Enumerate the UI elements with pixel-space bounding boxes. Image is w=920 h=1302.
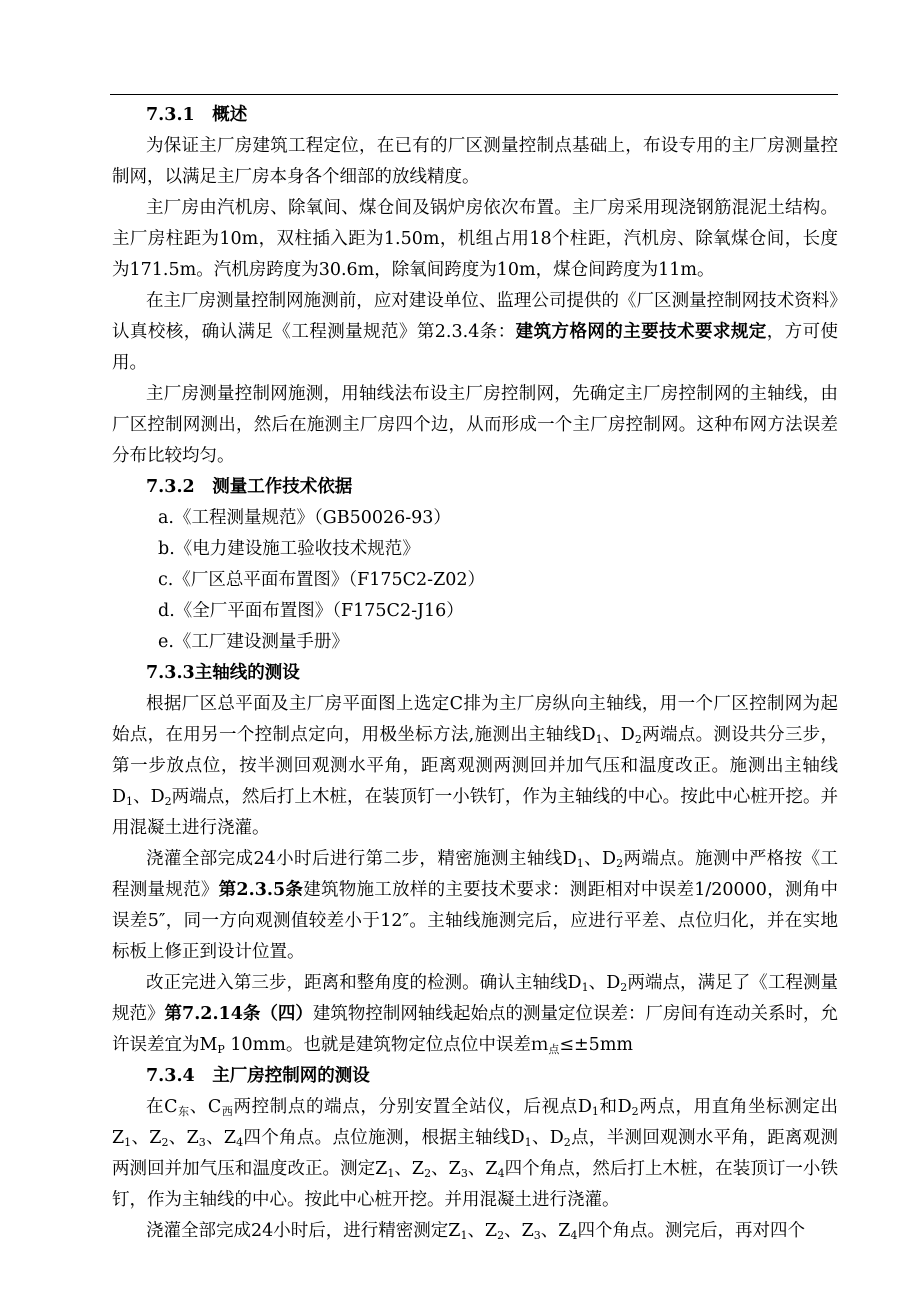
paragraph: 浇灌全部完成24小时后，进行精密测定$Z_1$、$Z_2$、$Z_3$、$Z_4$四个角点。测完后，再对四个 — [146, 1221, 805, 1242]
heading-7-3-4: 7.3.4 主厂房控制网的测设 — [146, 1066, 370, 1086]
paragraph: 在$C_东$、$C_西$两控制点的端点，分别安置全站仪，后视点$D_1$和$D_2$两点，用直角坐标测定出$Z_1$、$Z_2$、$Z_3$、$Z_4$四个角点。点位施测，根据主轴线$D_1$、$D_2$点，半测回观测水平角，距离观测两测回并加气压和温度改正。测定$Z_1$、$Z_2$、$Z_3$、$Z_4$四个角点，然后打上木桩，在装顶订一小铁钉，作为主轴线的中心。按此中心桩开挖。并用混凝土进行浇灌。 — [112, 1097, 839, 1210]
document-body — [112, 100, 838, 1247]
paragraph: 根据厂区总平面及主厂房平面图上选定C排为主厂房纵向主轴线，用一个厂区控制网为起始点，在用另一个控制点定向，用极坐标方法,施测出主轴线$D_1$、$D_2$两端点。测设共分三步，第一步放点位，按半测回观测水平角，距离观测两测回并加气压和温度改正。施测出主轴线$D_1$、$D_2$两端点，然后打上木桩，在装顶钉一小铁钉，作为主轴线的中心。按此中心桩开挖。并用混凝土进行浇灌。 — [112, 694, 839, 838]
list-item: d.《全厂平面布置图》（F175C2-J16） — [158, 601, 464, 621]
list-item: a.《工程测量规范》（GB50026-93） — [158, 508, 451, 528]
paragraph: 主厂房测量控制网施测，用轴线法布设主厂房控制网，先确定主厂房控制网的主轴线，由厂区控制网测出，然后在施测主厂房四个边，从而形成一个主厂房控制网。这种布网方法误差分布比较均匀。 — [112, 384, 838, 466]
heading-7-3-1: 7.3.1 概述 — [146, 105, 248, 125]
header-rule — [110, 94, 838, 95]
heading-7-3-2: 7.3.2 测量工作技术依据 — [146, 477, 353, 497]
list-item: e.《工厂建设测量手册》 — [158, 632, 349, 652]
paragraph: 浇灌全部完成24小时后进行第二步，精密施测主轴线$D_1$、$D_2$两端点。施测中严格按《工程测量规范》第2.3.5条建筑物施工放样的主要技术要求：测距相对中误差1/20000，测角中误差5″，同一方向观测值较差小于12″。主轴线施测完后，应进行平差、点位归化，并在实地标板上修正到设计位置。 — [112, 849, 839, 962]
bold-text: 第7.2.14条（四） — [164, 1004, 313, 1024]
list-item: c.《厂区总平面布置图》（F175C2-Z02） — [158, 570, 486, 590]
heading-7-3-3: 7.3.3主轴线的测设 — [146, 663, 300, 683]
paragraph: 改正完进入第三步，距离和整角度的检测。确认主轴线$D_1$、$D_2$两端点，满足了《工程测量规范》第7.2.14条（四）建筑物控制网轴线起始点的测量定位误差：厂房间有连动关系时，允许误差宜为$M_P$ 10mm。也就是建筑物定位点位中误差ｍ$_点$≤±5mm — [112, 973, 839, 1056]
list-item: b.《电力建设施工验收技术规范》 — [158, 539, 420, 559]
paragraph: 主厂房由汽机房、除氧间、煤仓间及锅炉房依次布置。主厂房采用现浇钢筋混泥土结构。主厂房柱距为10m，双柱插入距为1.50m，机组占用18个柱距，汽机房、除氧煤仓间，长度为171.5m。汽机房跨度为30.6m，除氧间跨度为10m，煤仓间跨度为11m。 — [112, 198, 838, 280]
paragraph: 为保证主厂房建筑工程定位，在已有的厂区测量控制点基础上，布设专用的主厂房测量控制网，以满足主厂房本身各个细部的放线精度。 — [112, 136, 838, 187]
bold-text: 建筑方格网的主要技术要求规定 — [515, 322, 767, 342]
paragraph: 在主厂房测量控制网施测前，应对建设单位、监理公司提供的《厂区测量控制网技术资料》认真校核，确认满足《工程测量规范》第2.3.4条：建筑方格网的主要技术要求规定，方可使用。 — [112, 291, 839, 373]
bold-text: 第2.3.5条 — [218, 880, 304, 900]
